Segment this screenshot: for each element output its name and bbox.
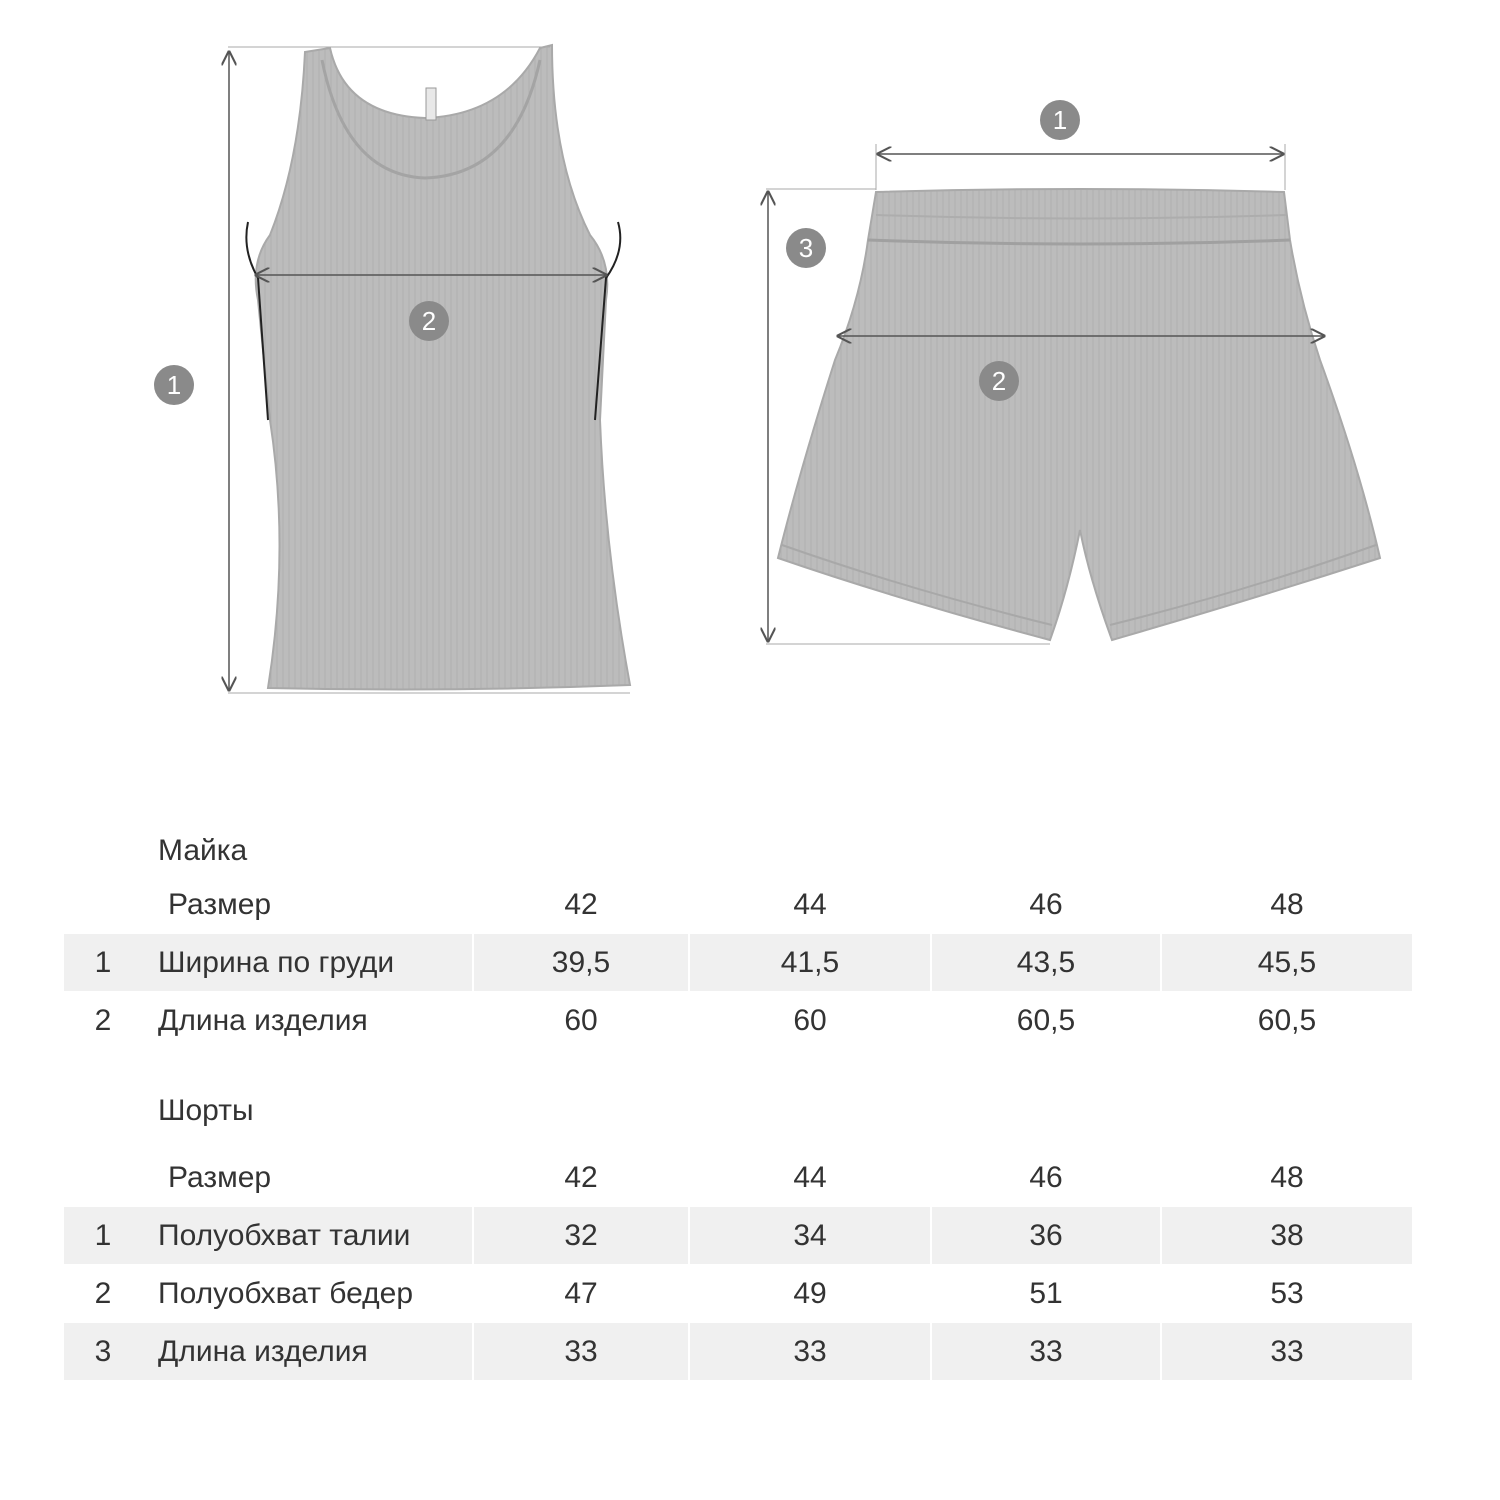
row-label: Ширина по груди	[142, 934, 472, 991]
measurement-diagram	[0, 0, 1500, 720]
tank-label-tag	[426, 88, 436, 120]
row-value: 41,5	[690, 934, 930, 991]
row-value: 33	[474, 1323, 688, 1380]
shorts-badge-hips: 2	[979, 361, 1019, 401]
shorts-size-48: 48	[1270, 1160, 1304, 1194]
row-value: 43,5	[932, 934, 1160, 991]
row-value: 60	[564, 1003, 598, 1037]
row-value: 45,5	[1162, 934, 1412, 991]
row-number: 1	[64, 934, 142, 991]
shorts-badge-length: 3	[786, 228, 826, 268]
shorts-badge-waist: 1	[1040, 100, 1080, 140]
row-value: 33	[690, 1323, 930, 1380]
row-number: 3	[64, 1323, 142, 1380]
row-value: 53	[1270, 1276, 1304, 1310]
row-label: Полуобхват талии	[142, 1207, 472, 1264]
row-value: 60,5	[1257, 1003, 1317, 1037]
shorts-header-row	[64, 1149, 1412, 1206]
tank-size-42: 42	[564, 887, 598, 921]
shorts-size-42: 42	[564, 1160, 598, 1194]
row-number: 1	[64, 1207, 142, 1264]
tank-badge-chest: 2	[409, 301, 449, 341]
row-value: 36	[932, 1207, 1160, 1264]
row-value: 60	[793, 1003, 827, 1037]
row-label: Полуобхват бедер	[158, 1276, 414, 1310]
row-label: Длина изделия	[142, 1323, 472, 1380]
shorts-shape	[778, 189, 1380, 640]
row-value: 47	[564, 1276, 598, 1310]
row-value: 38	[1162, 1207, 1412, 1264]
row-value: 34	[690, 1207, 930, 1264]
tank-size-label: Размер	[168, 887, 272, 921]
row-value: 32	[474, 1207, 688, 1264]
shorts-size-46: 46	[1029, 1160, 1063, 1194]
tank-badge-length: 1	[154, 365, 194, 405]
tank-size-48: 48	[1270, 887, 1304, 921]
tank-header-row	[64, 876, 1412, 933]
row-value: 60,5	[1016, 1003, 1076, 1037]
row-label: Длина изделия	[158, 1003, 368, 1037]
row-value: 39,5	[474, 934, 688, 991]
row-value: 49	[793, 1276, 827, 1310]
table-row	[64, 1265, 1412, 1322]
row-number: 2	[94, 1276, 112, 1310]
shorts-size-44: 44	[793, 1160, 827, 1194]
tank-size-44: 44	[793, 887, 827, 921]
row-number: 2	[94, 1003, 112, 1037]
shorts-size-label: Размер	[168, 1160, 272, 1194]
row-value: 33	[932, 1323, 1160, 1380]
tank-top-shape	[256, 45, 630, 689]
row-value: 51	[1029, 1276, 1063, 1310]
tank-table-title: Майка	[158, 834, 248, 867]
tank-size-46: 46	[1029, 887, 1063, 921]
table-row	[64, 934, 1412, 991]
shorts-table-title: Шорты	[158, 1094, 254, 1127]
garment-illustrations	[0, 0, 1500, 720]
table-row	[64, 992, 1412, 1049]
table-row	[64, 1323, 1412, 1380]
table-row	[64, 1207, 1412, 1264]
row-value: 33	[1162, 1323, 1412, 1380]
